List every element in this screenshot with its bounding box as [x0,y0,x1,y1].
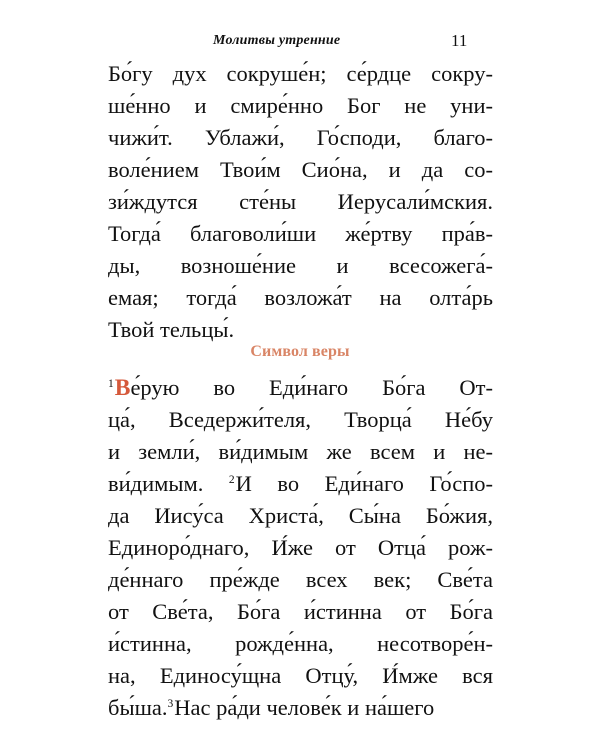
creed-text [108,372,493,724]
text-line: Тогда́ благоволи́ши же́ртву пра́в- [108,221,493,246]
text-line: Единоро́днаго, И́же от Отца́ рож- [108,535,493,560]
verse-number: 1 [108,377,114,390]
section-heading: Символ веры [250,343,350,360]
text-line [108,692,493,724]
text-line: Твой тельцы́. [108,317,235,342]
text-line: Бо́гу дух сокруше́н; се́рдце сокру- [108,61,493,86]
text-fragment: е́рую во Еди́наго Бо́га От- [130,375,493,400]
text-line: от Све́та, Бо́га и́стинна от Бо́га [108,599,493,624]
text-line [108,468,493,500]
text-line [108,372,493,404]
running-title: Молитвы утренние [213,33,341,48]
text-line: и́стинна, рожде́нна, несотворе́н- [108,631,493,656]
psalm-continuation [108,58,493,346]
text-line: емая; тогда́ возложа́т на олта́рь [108,285,493,310]
text-line: де́ннаго пре́жде всех век; Све́та [108,567,493,592]
text-line: и земли́, ви́димым же всем и не- [108,439,493,464]
text-line: ца́, Вседержи́теля, Творца́ Не́бу [108,407,493,432]
verse-number: 2 [228,473,235,486]
text-line: воле́нием Твои́м Сио́на, и да со- [108,157,493,182]
text-line: на, Единосу́щна Отцу́, И́мже вся [108,663,493,688]
text-line: ше́нно и смире́нно Бог не уни- [108,93,493,118]
drop-initial: В [114,375,131,401]
text-line: да Иису́са Христа́, Сы́на Бо́жия, [108,503,493,528]
text-line: ды, возноше́ние и всесожега́- [108,253,493,278]
text-fragment: И во Еди́наго Го́спо- [235,471,493,496]
text-line: чижи́т. Ублажи́, Го́споди, благо- [108,125,493,150]
text-fragment: Нас ра́ди челове́к и на́шего [174,695,435,720]
verse-number: 3 [167,697,174,710]
text-line: зи́ждутся сте́ны Иерусали́мския. [108,189,493,214]
page-number: 11 [451,31,468,50]
text-fragment: бы́ша. [108,695,168,720]
text-fragment: ви́димым. [108,471,204,496]
